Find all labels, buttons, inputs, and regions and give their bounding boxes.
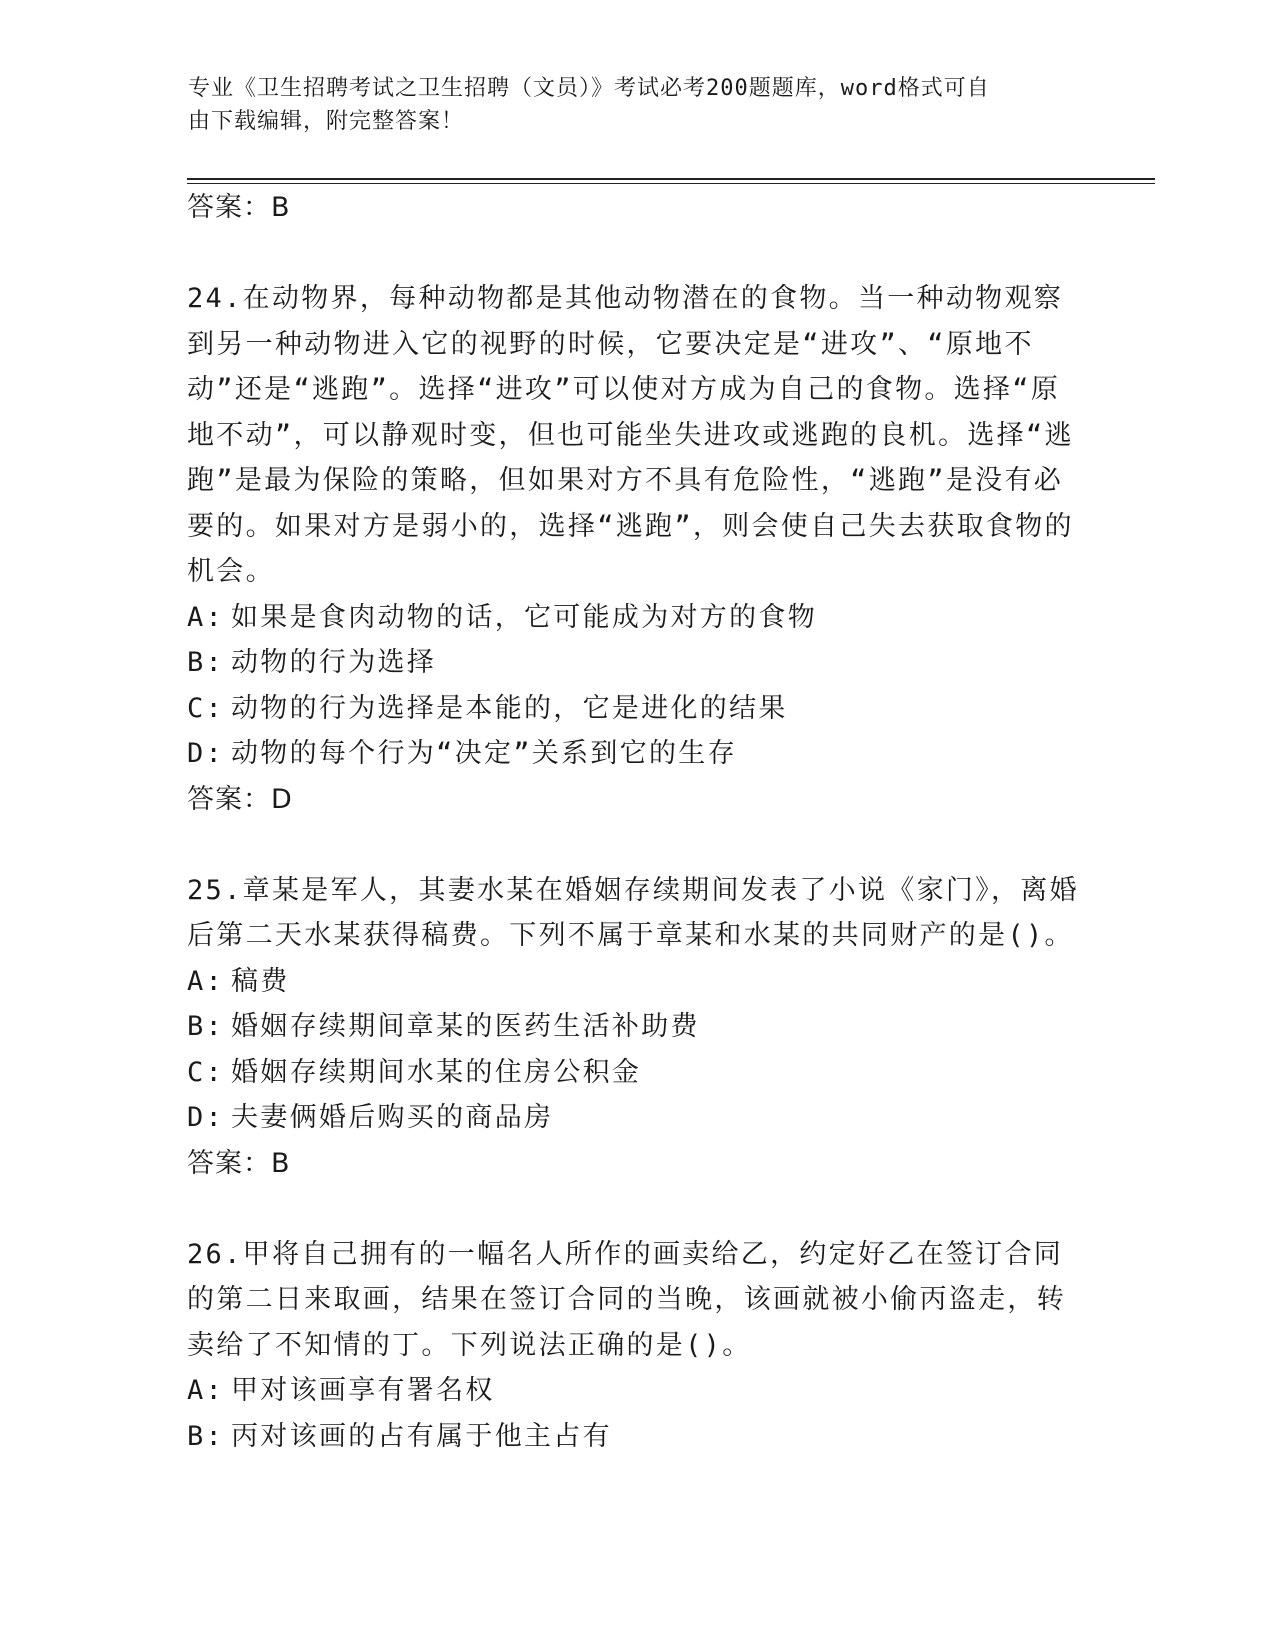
option-b <box>187 1004 1087 1050</box>
option-key: A: <box>187 1375 225 1406</box>
header-line-2: 由下载编辑，附完整答案！ <box>188 109 465 134</box>
option-key: C: <box>187 1056 225 1088</box>
question-26 <box>187 1232 1087 1460</box>
question-24 <box>187 276 1087 822</box>
option-a <box>187 1368 1087 1414</box>
option-a <box>187 595 1087 641</box>
option-text: 甲对该画享有署名权 <box>231 1375 495 1406</box>
option-text: 夫妻俩婚后购买的商品房 <box>231 1102 554 1133</box>
option-b <box>187 1414 1087 1460</box>
option-a <box>187 959 1087 1005</box>
option-key: B: <box>187 1011 225 1042</box>
header-line-1: 专业《卫生招聘考试之卫生招聘（文员）》考试必考200题题库，word格式可自 <box>188 76 990 101</box>
answer-q23: 答案：B <box>187 192 291 223</box>
option-d <box>187 731 1087 777</box>
option-text: 婚姻存续期间章某的医药生活补助费 <box>231 1011 700 1042</box>
option-key: A: <box>187 965 225 997</box>
question-stem: 26.甲将自己拥有的一幅名人所作的画卖给乙，约定好乙在签订合同的第二日来取画，结果在签订合同的当晚，该画就被小偷丙盗走，转卖给了不知情的丁。下列说法正确的是()。 <box>187 1238 1066 1361</box>
option-text: 动物的行为选择是本能的，它是进化的结果 <box>231 692 788 724</box>
option-key: A: <box>187 601 225 633</box>
option-c <box>187 686 1087 732</box>
header-divider <box>187 178 1155 184</box>
option-key: B: <box>187 647 225 678</box>
option-c <box>187 1050 1087 1096</box>
option-key: D: <box>187 1102 225 1133</box>
answer-q25: 答案：B <box>187 1147 291 1179</box>
option-text: 丙对该画的占有属于他主占有 <box>231 1420 612 1452</box>
question-stem: 24.在动物界，每种动物都是其他动物潜在的食物。当一种动物观察到另一种动物进入它的视野的时候，它要决定是“进攻”、“原地不动”还是“逃跑”。选择“进攻”可以使对方成为自己的食物。选择“原地不动”，可以静观时变，但也可能坐失进攻或逃跑的良机。选择“逃跑”是最为保险的策略，但如果对方不具有危险性，“逃跑”是没有必要的。如果对方是弱小的，选择“逃跑”，则会使自己失去获取食物的机会。 <box>187 283 1074 587</box>
option-b <box>187 640 1087 686</box>
option-text: 动物的行为选择 <box>231 647 437 678</box>
question-stem: 25.章某是军人，其妻水某在婚姻存续期间发表了小说《家门》，离婚后第二天水某获得稿费。下列不属于章某和水某的共同财产的是()。 <box>187 874 1079 951</box>
option-key: C: <box>187 692 225 724</box>
option-text: 如果是食肉动物的话，它可能成为对方的食物 <box>231 601 817 633</box>
option-text: 稿费 <box>231 965 290 997</box>
page-header <box>188 72 1068 138</box>
option-d <box>187 1095 1087 1141</box>
answer-q24: 答案：D <box>187 783 293 815</box>
option-key: B: <box>187 1420 225 1452</box>
option-key: D: <box>187 738 225 769</box>
document-body <box>187 185 1087 1459</box>
question-25 <box>187 868 1087 1186</box>
option-text: 动物的每个行为“决定”关系到它的生存 <box>231 738 737 769</box>
option-text: 婚姻存续期间水某的住房公积金 <box>231 1056 642 1088</box>
